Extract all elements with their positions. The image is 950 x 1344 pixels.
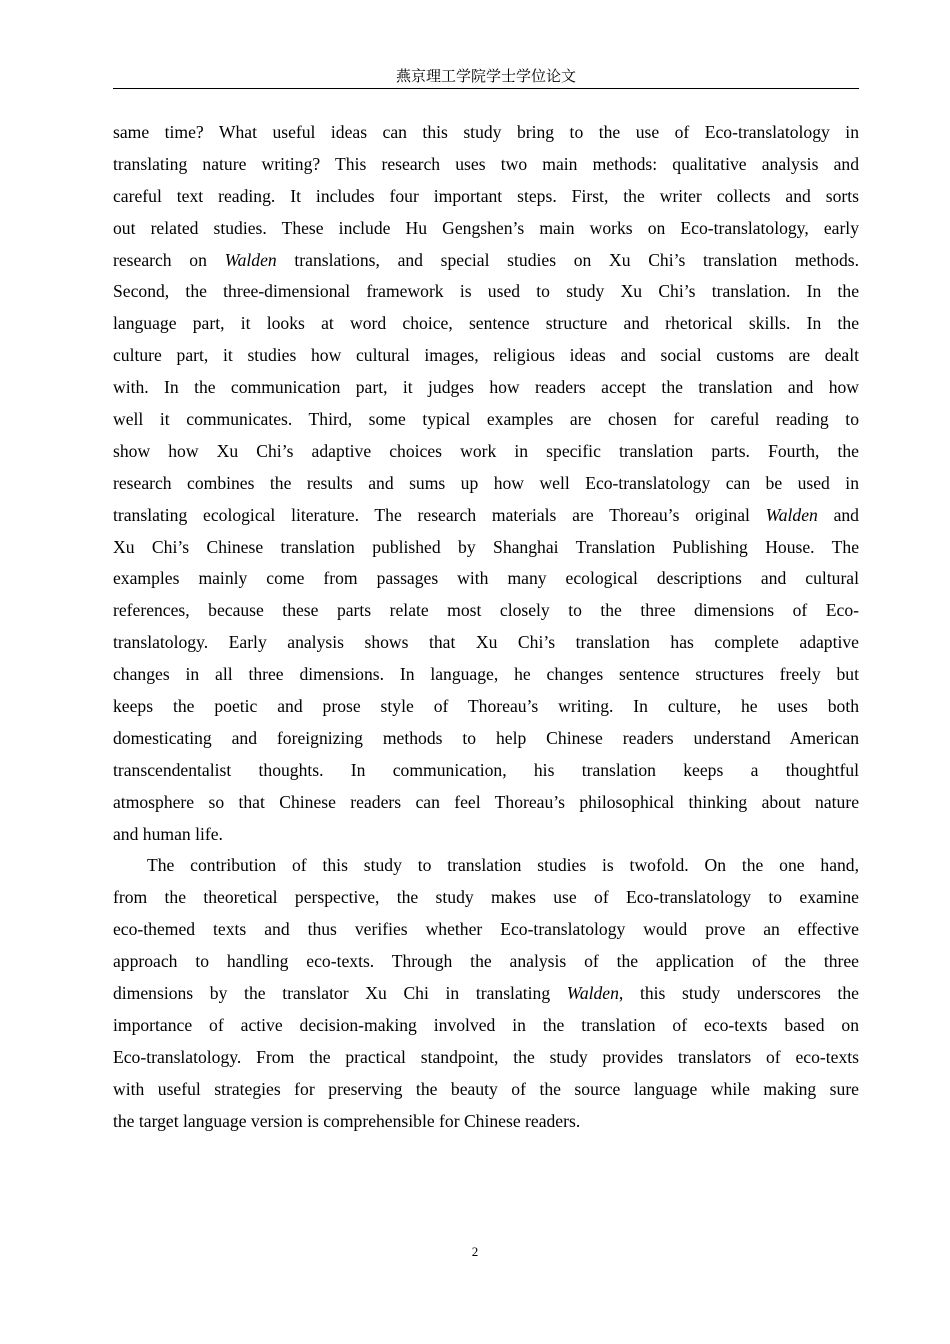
text-line xyxy=(113,117,859,149)
text-segment: research combines the results and sums up how well Eco-translatology can be used in xyxy=(113,472,859,493)
text-line xyxy=(113,500,859,532)
text-line xyxy=(113,404,859,436)
text-segment: changes in all three dimensions. In language, he changes sentence structures freely but xyxy=(113,664,859,685)
text-line xyxy=(113,181,859,213)
text-segment: transcendentalist thoughts. In communication, his translation keeps a thoughtful xyxy=(113,759,859,780)
paragraph-2 xyxy=(113,850,859,1137)
text-segment: same time? What useful ideas can this study bring to the use of Eco-translatology in xyxy=(113,122,859,142)
text-segment: atmosphere so that Chinese readers can feel Thoreau’s philosophical thinking about nature xyxy=(113,791,859,812)
paragraph-1 xyxy=(113,117,859,850)
text-line xyxy=(113,372,859,404)
text-line xyxy=(113,468,859,500)
text-line xyxy=(113,213,859,245)
text-line xyxy=(113,659,859,691)
text-segment: The contribution of this study to translation studies is twofold. On the one hand, xyxy=(147,855,859,876)
text-line xyxy=(113,340,859,372)
text-line xyxy=(113,276,859,308)
text-segment: Eco-translatology. From the practical standpoint, the study provides translators of eco-texts xyxy=(113,1046,859,1067)
text-line xyxy=(113,1074,859,1106)
text-segment: keeps the poetic and prose style of Thoreau’s writing. In culture, he uses both xyxy=(113,696,859,717)
text-line xyxy=(113,723,859,755)
text-line xyxy=(113,914,859,946)
text-segment: research on xyxy=(113,249,225,270)
text-segment: well it communicates. Third, some typical examples are chosen for careful reading to xyxy=(113,409,859,430)
text-line xyxy=(113,882,859,914)
text-line xyxy=(113,1042,859,1074)
text-line xyxy=(113,308,859,340)
text-segment: the target language version is comprehensible for Chinese readers. xyxy=(113,1110,581,1131)
italic-title: Walden xyxy=(765,504,818,525)
text-segment: eco-themed texts and thus verifies whether Eco-translatology would prove an effective xyxy=(113,919,859,940)
text-segment: importance of active decision-making involved in the translation of eco-texts based on xyxy=(113,1014,859,1035)
text-segment: Xu Chi’s Chinese translation published by Shanghai Translation Publishing House. The xyxy=(113,536,859,557)
text-segment: Second, the three-dimensional framework is used to study Xu Chi’s translation. In the xyxy=(113,281,859,302)
page-number: 2 xyxy=(471,1244,479,1259)
text-line xyxy=(113,436,859,468)
text-segment: translatology. Early analysis shows that Xu Chi’s translation has complete adaptive xyxy=(113,632,859,653)
body-text xyxy=(113,117,859,1138)
italic-title: Walden xyxy=(566,983,619,1004)
text-segment: translating ecological literature. The research materials are Thoreau’s original xyxy=(113,504,766,525)
text-segment: from the theoretical perspective, the study makes use of Eco-translatology to examine xyxy=(113,887,859,908)
text-line xyxy=(113,595,859,627)
text-segment: , this study underscores the xyxy=(618,983,859,1004)
text-line xyxy=(113,1106,859,1138)
text-line xyxy=(113,819,859,851)
text-segment: careful text reading. It includes four important steps. First, the writer collects and sorts xyxy=(113,185,859,206)
text-segment: language part, it looks at word choice, sentence structure and rhetorical skills. In the xyxy=(113,313,859,334)
text-segment: and human life. xyxy=(113,823,223,844)
text-line xyxy=(113,755,859,787)
text-segment: examples mainly come from passages with many ecological descriptions and cultural xyxy=(113,568,859,589)
text-line xyxy=(113,627,859,659)
text-line xyxy=(113,1010,859,1042)
text-line xyxy=(113,532,859,564)
italic-title: Walden xyxy=(224,249,277,270)
text-segment: out related studies. These include Hu Gengshen’s main works on Eco-translatology, early xyxy=(113,217,859,238)
text-segment: show how Xu Chi’s adaptive choices work in specific translation parts. Fourth, the xyxy=(113,440,859,461)
text-segment: translations, and special studies on Xu Chi’s translation methods. xyxy=(276,249,859,270)
text-line xyxy=(113,563,859,595)
text-line xyxy=(113,978,859,1010)
text-segment: with. In the communication part, it judges how readers accept the translation and how xyxy=(113,377,859,398)
text-segment: references, because these parts relate most closely to the three dimensions of Eco- xyxy=(113,600,859,621)
text-segment: dimensions by the translator Xu Chi in translating xyxy=(113,983,567,1004)
text-segment: with useful strategies for preserving the beauty of the source language while making sure xyxy=(113,1078,859,1099)
text-line xyxy=(113,149,859,181)
text-line xyxy=(113,850,859,882)
text-segment: approach to handling eco-texts. Through the analysis of the application of the three xyxy=(113,951,859,972)
text-line xyxy=(113,691,859,723)
text-line xyxy=(113,245,859,277)
text-segment: culture part, it studies how cultural images, religious ideas and social customs are dealt xyxy=(113,345,859,366)
text-line xyxy=(113,787,859,819)
text-segment: translating nature writing? This research uses two main methods: qualitative analysis and xyxy=(113,153,859,174)
text-segment: and xyxy=(817,504,859,525)
text-segment: domesticating and foreignizing methods to help Chinese readers understand American xyxy=(113,727,859,748)
running-header: 燕京理工学院学士学位论文 xyxy=(113,67,859,89)
text-line xyxy=(113,946,859,978)
